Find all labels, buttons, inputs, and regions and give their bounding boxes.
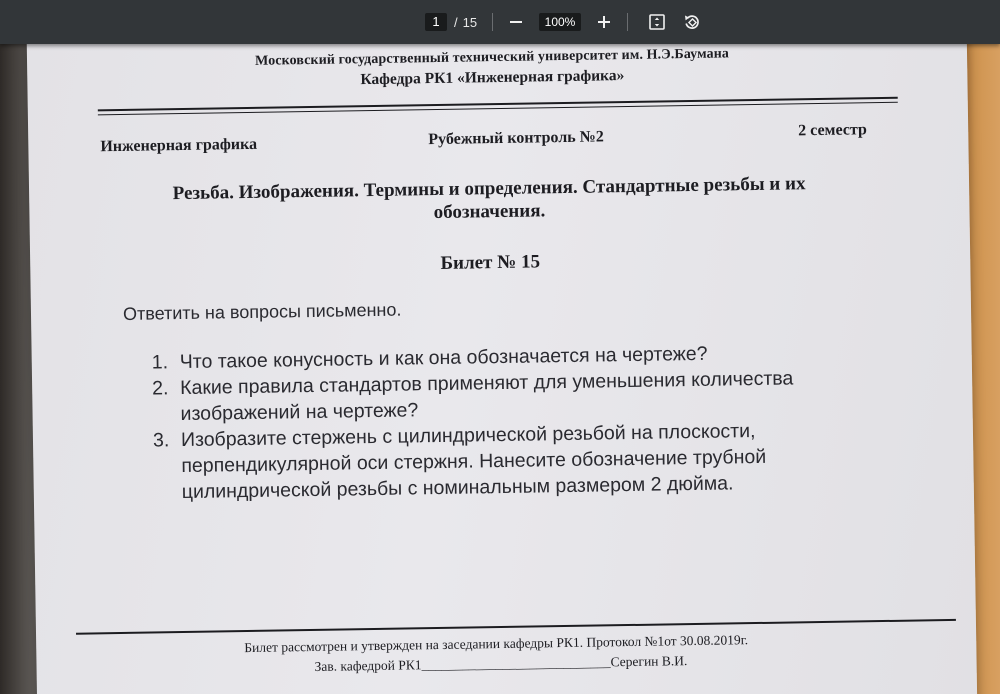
question-number: 2. [152,377,169,400]
pdf-viewer-toolbar [0,0,1000,44]
zoom-in-button[interactable] [592,10,616,34]
footer-head-name: Серегин В.И. [610,653,688,670]
document-viewport[interactable] [0,44,1000,694]
subject-name: Инженерная графика [100,135,258,156]
zoom-level-input[interactable]: 100% [539,13,581,31]
current-page-input[interactable]: 1 [425,13,447,31]
rotate-button[interactable] [680,10,704,34]
question-line: цилиндрической резьбы с номинальным размером 2 дюйма. [181,472,734,504]
footer-head-label: Зав. кафедрой РК1 [314,657,422,674]
question-line: Изобразите стержень с цилиндрической резьбой на плоскости, [180,420,756,452]
department-name: Кафедра РК1 «Инженерная графика» [360,67,625,89]
question-number: 3. [152,429,170,452]
total-pages: 15 [462,14,478,30]
toolbar-divider [492,13,493,31]
question-line: изображений на чертеже? [180,399,419,426]
fit-page-icon [648,13,666,31]
document-page [26,44,977,694]
rotate-icon [682,12,702,32]
question-number: 1. [151,351,169,374]
minus-icon [509,15,523,29]
control-title: Рубежный контроль №2 [428,128,604,149]
zoom-out-button[interactable] [504,10,528,34]
semester: 2 семестр [798,121,867,140]
question-line: Что такое конусность и как она обозначается на чертеже? [179,342,708,374]
topic-line-2: обозначения. [433,200,546,224]
page-separator: / [454,14,458,30]
footer-approval-text: Билет рассмотрен и утвержден на заседании кафедры РК1. Протокол №1от 30.08.2019г. [244,632,749,656]
fit-to-page-button[interactable] [645,10,669,34]
plus-icon [597,15,611,29]
topic-line-1: Резьба. Изображения. Термины и определения. Стандартные резьбы и их [172,173,806,205]
footer-head-line [314,653,687,675]
university-name: Московский государственный технический университет им. Н.Э.Баумана [254,46,730,69]
instruction-text: Ответить на вопросы письменно. [122,299,402,324]
question-line: Какие правила стандартов применяют для уменьшения количества [180,367,794,400]
signature-line: ____________________________ [421,654,611,673]
toolbar-divider [627,13,628,31]
ticket-number: Билет № 15 [440,251,541,274]
question-line: перпендикулярной оси стержня. Нанесите обозначение трубной [181,445,767,478]
page-navigation [425,0,477,44]
